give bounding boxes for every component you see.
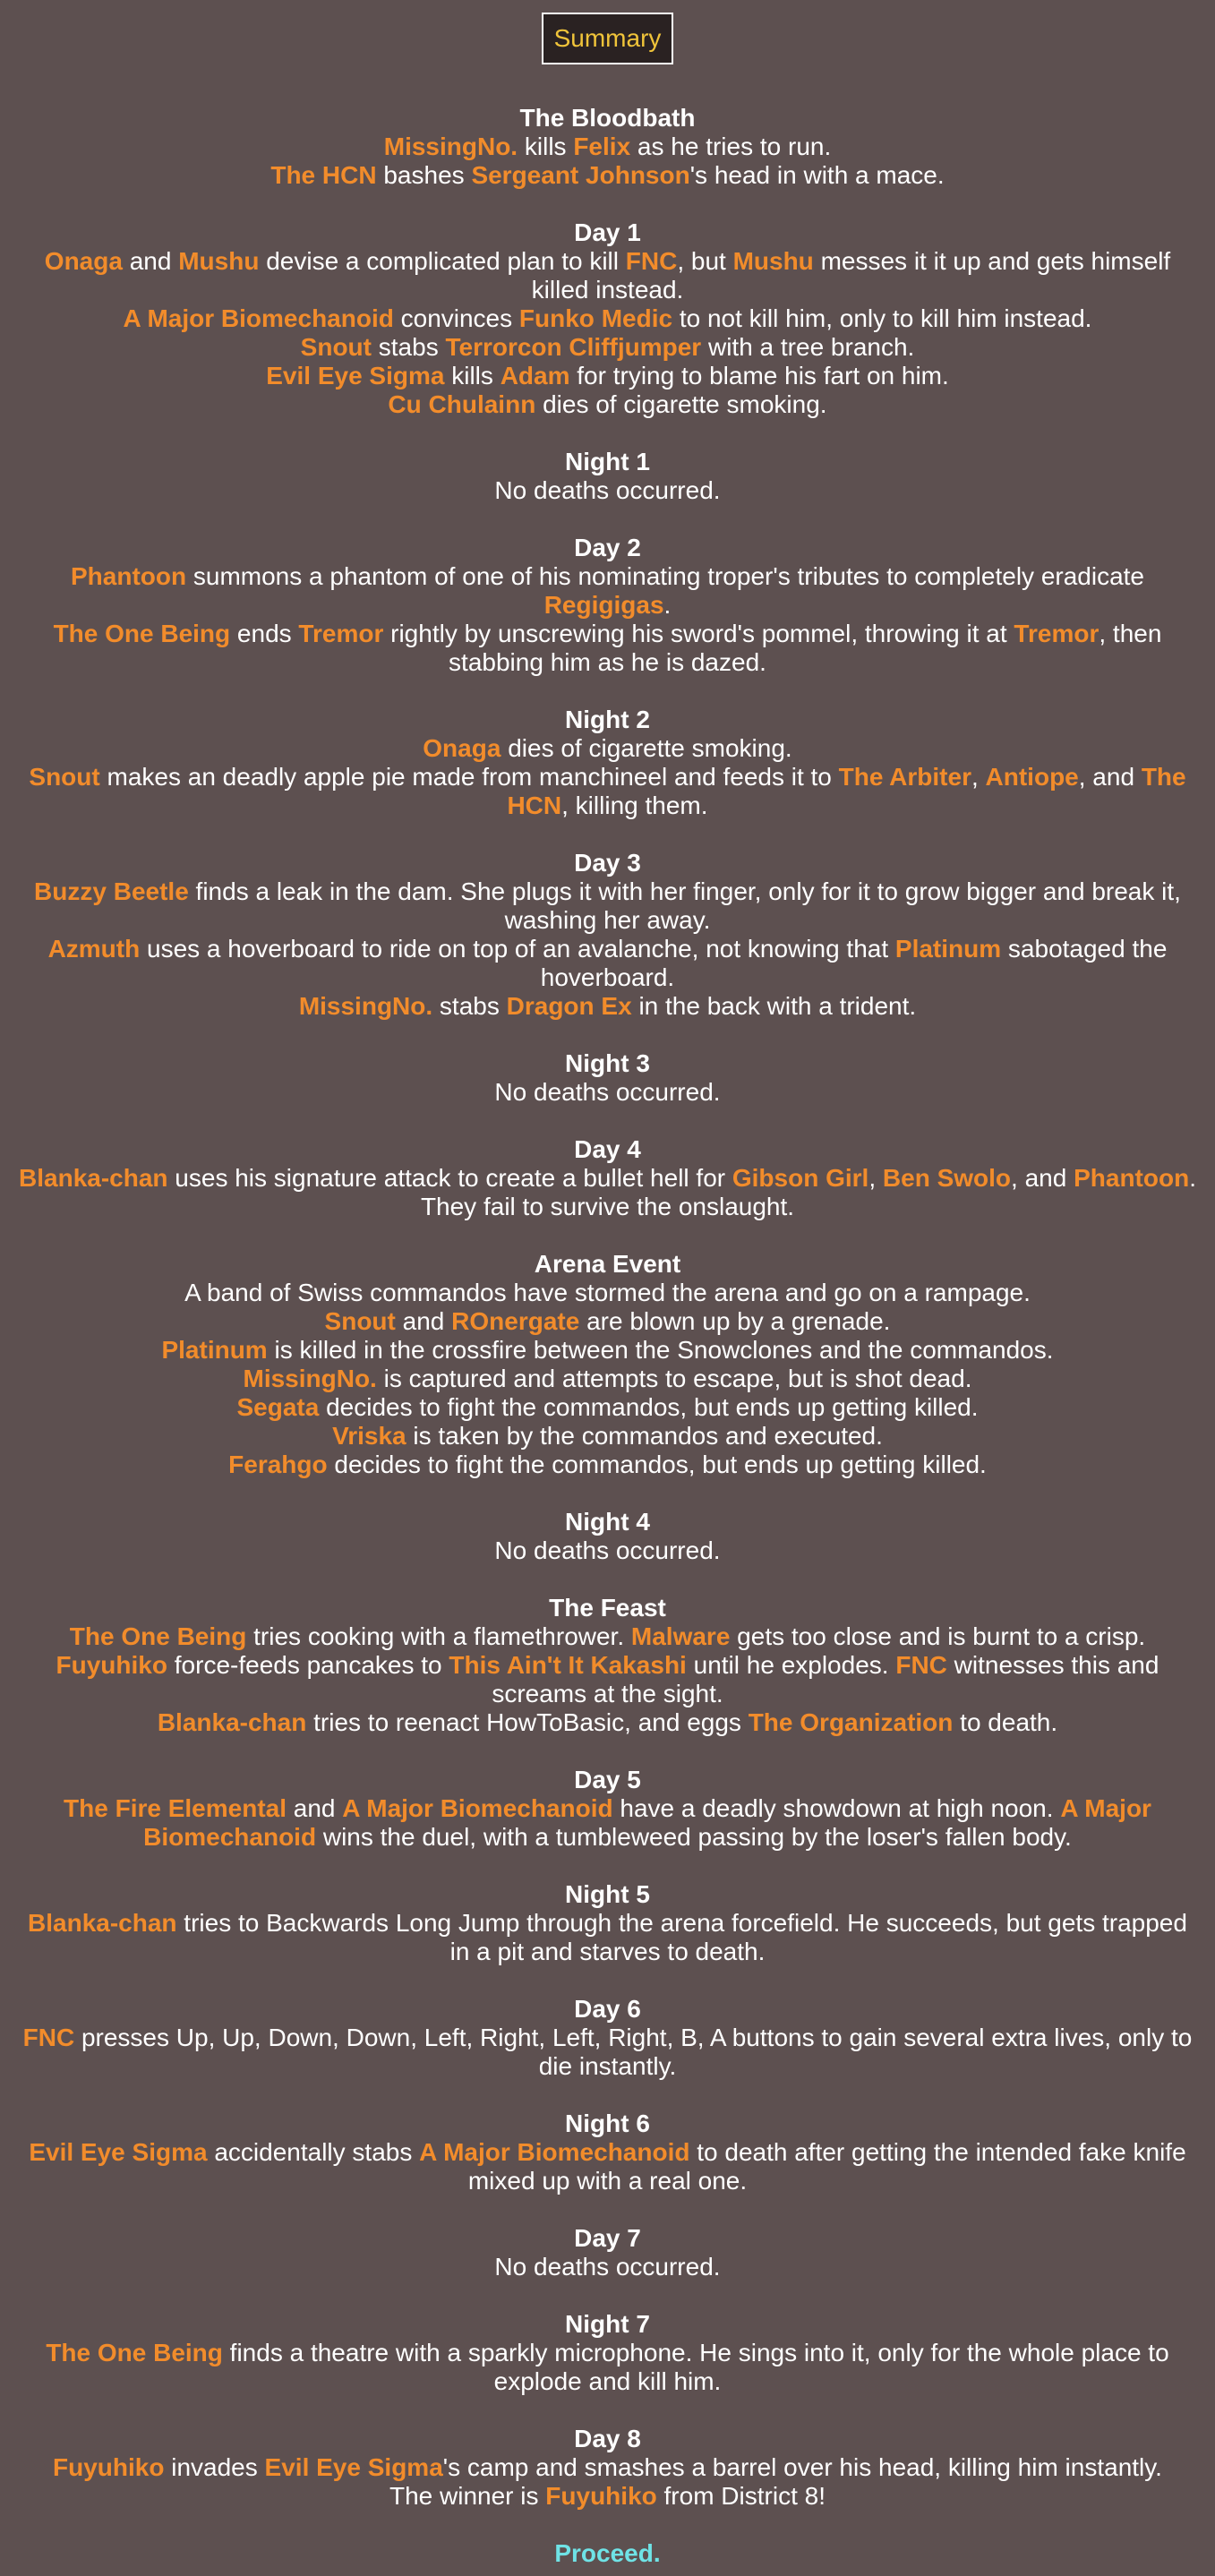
event-line	[16, 362, 1199, 390]
event-text: force-feeds pancakes to	[167, 1651, 449, 1679]
log-section	[16, 1135, 1199, 1221]
event-text: 's head in with a mace.	[689, 161, 945, 189]
log-section	[16, 849, 1199, 1021]
event-line	[16, 247, 1199, 304]
event-text: and	[395, 1307, 452, 1335]
tribute-name: Snout	[300, 333, 372, 361]
tribute-name: Ben Swolo	[882, 1164, 1012, 1192]
event-line	[16, 333, 1199, 362]
tribute-name: Dragon Ex	[506, 992, 632, 1020]
event-text: finds a leak in the dam. She plugs it with her finger, only for it to grow bigger and break it, washing her away.	[188, 877, 1181, 934]
event-line	[16, 1708, 1199, 1737]
event-text: stabs	[432, 992, 507, 1020]
log-section	[16, 1049, 1199, 1107]
event-text: decides to fight the commandos, but ends up getting killed.	[327, 1451, 987, 1478]
event-line	[16, 877, 1199, 935]
tribute-name: Platinum	[894, 935, 1002, 963]
tribute-name: MissingNo.	[243, 1365, 377, 1392]
tribute-name: MissingNo.	[298, 992, 433, 1020]
event-text: are blown up by a grenade.	[579, 1307, 891, 1335]
section-title: The Feast	[549, 1594, 666, 1622]
summary-button[interactable]: Summary	[542, 13, 674, 64]
tribute-name: Onaga	[423, 734, 501, 762]
tribute-name: Sergeant Johnson	[471, 161, 690, 189]
event-line	[16, 763, 1199, 820]
tribute-name: Fuyuhiko	[53, 2453, 165, 2481]
tribute-name: Azmuth	[47, 935, 141, 963]
event-text: dies of cigarette smoking.	[535, 390, 827, 418]
event-text: A band of Swiss commandos have stormed the arena and go on a rampage.	[184, 1279, 1031, 1306]
event-text: dies of cigarette smoking.	[501, 734, 792, 762]
log-section	[16, 534, 1199, 677]
event-text: devise a complicated plan to kill	[259, 247, 626, 275]
event-text: kills	[518, 133, 574, 160]
log-section	[16, 1766, 1199, 1852]
event-line	[16, 1164, 1199, 1221]
log-section	[16, 2310, 1199, 2396]
tribute-name: A Major Biomechanoid	[419, 2138, 690, 2166]
section-title: Night 1	[565, 448, 650, 475]
tribute-name: Terrorcon Cliffjumper	[445, 333, 702, 361]
event-line	[16, 161, 1199, 190]
log-section	[16, 2110, 1199, 2195]
tribute-name: Phantoon	[71, 562, 187, 590]
log-section	[16, 1594, 1199, 1737]
event-line	[16, 1365, 1199, 1393]
section-title: Night 2	[565, 706, 650, 733]
event-line	[16, 1078, 1199, 1107]
log-section	[16, 448, 1199, 505]
event-text: accidentally stabs	[207, 2138, 420, 2166]
event-text: finds a theatre with a sparkly microphone. He sings into it, only for the whole place to explode and kill him.	[222, 2339, 1169, 2395]
tribute-name: Cu Chulainn	[388, 390, 536, 418]
event-line	[16, 992, 1199, 1021]
event-text: decides to fight the commandos, but ends up getting killed.	[319, 1393, 979, 1421]
tribute-name: A Major Biomechanoid	[123, 304, 394, 332]
event-line	[16, 1622, 1199, 1651]
event-text: , and	[1078, 763, 1142, 791]
event-text: gets too close and is burnt to a crisp.	[730, 1622, 1146, 1650]
tribute-name: ROnergate	[451, 1307, 580, 1335]
event-line	[16, 1794, 1199, 1852]
tribute-name: The HCN	[507, 763, 1186, 819]
event-line	[16, 2024, 1199, 2081]
section-title: Day 1	[574, 218, 641, 246]
event-text: messes it it up and gets himself killed instead.	[531, 247, 1171, 304]
event-text: to death after getting the intended fake knife mixed up with a real one.	[467, 2138, 1186, 2195]
tribute-name: Mushu	[178, 247, 260, 275]
event-text: . They fail to survive the onslaught.	[420, 1164, 1196, 1220]
log-section	[16, 104, 1199, 190]
event-line	[16, 1651, 1199, 1708]
event-text: and	[122, 247, 179, 275]
event-text: 's camp and smashes a barrel over his head, killing him instantly.	[442, 2453, 1162, 2481]
event-line	[16, 935, 1199, 992]
log-section	[16, 2224, 1199, 2281]
section-title: Night 7	[565, 2310, 650, 2338]
event-line	[16, 133, 1199, 161]
event-text: .	[663, 591, 672, 619]
tribute-name: Snout	[324, 1307, 396, 1335]
tribute-name: Phantoon	[1074, 1164, 1190, 1192]
tribute-name: Platinum	[161, 1336, 268, 1364]
event-line	[16, 1909, 1199, 1966]
section-title: Day 6	[574, 1995, 641, 2023]
event-text: wins the duel, with a tumbleweed passing by the loser's fallen body.	[316, 1823, 1072, 1851]
event-text: tries to reenact HowToBasic, and eggs	[306, 1708, 749, 1736]
event-text: bashes	[376, 161, 472, 189]
tribute-name: Regigigas	[543, 591, 664, 619]
event-text: tries cooking with a flamethrower.	[246, 1622, 631, 1650]
event-line	[16, 2138, 1199, 2195]
tribute-name: The One Being	[46, 2339, 223, 2366]
section-title: Day 3	[574, 849, 641, 877]
tribute-name: Gibson Girl	[732, 1164, 869, 1192]
event-line	[16, 1336, 1199, 1365]
event-text: in the back with a trident.	[631, 992, 917, 1020]
event-text: kills	[444, 362, 501, 389]
event-text: summons a phantom of one of his nominating troper's tributes to completely eradicate	[186, 562, 1144, 590]
event-text: to death.	[953, 1708, 1058, 1736]
tribute-name: Fuyuhiko	[545, 2482, 657, 2510]
section-title: Night 6	[565, 2110, 650, 2137]
tribute-name: Adam	[500, 362, 570, 389]
event-text: , but	[677, 247, 733, 275]
event-text: ends	[230, 620, 299, 647]
log-section	[16, 1880, 1199, 1966]
tribute-name: Fuyuhiko	[56, 1651, 167, 1679]
tribute-name: Tremor	[298, 620, 384, 647]
section-title: Night 4	[565, 1508, 650, 1536]
tribute-name: FNC	[22, 2024, 75, 2051]
section-title: Arena Event	[534, 1250, 681, 1278]
event-text: rightly by unscrewing his sword's pommel, throwing it at	[383, 620, 1014, 647]
log-section	[16, 2425, 1199, 2511]
event-text: No deaths occurred.	[494, 1078, 721, 1106]
section-title: Day 7	[574, 2224, 641, 2252]
event-text: No deaths occurred.	[494, 1536, 721, 1564]
log-section	[16, 706, 1199, 820]
tribute-name: Malware	[630, 1622, 731, 1650]
tribute-name: Vriska	[332, 1422, 406, 1450]
tribute-name: Blanka-chan	[157, 1708, 307, 1736]
tribute-name: The Fire Elemental	[64, 1794, 287, 1822]
tribute-name: The Organization	[748, 1708, 954, 1736]
section-title: The Bloodbath	[519, 104, 696, 132]
tribute-name: A Major Biomechanoid	[143, 1794, 1151, 1851]
event-line	[16, 1279, 1199, 1307]
event-text: with a tree branch.	[701, 333, 915, 361]
event-line	[16, 476, 1199, 505]
event-text: as he tries to run.	[630, 133, 832, 160]
event-text: from District 8!	[656, 2482, 826, 2510]
event-text: makes an deadly apple pie made from manchineel and feeds it to	[99, 763, 839, 791]
tribute-name: Snout	[29, 763, 100, 791]
proceed-link[interactable]: Proceed.	[554, 2539, 661, 2567]
event-text: to not kill him, only to kill him instead.	[672, 304, 1092, 332]
tribute-name: Mushu	[732, 247, 814, 275]
event-text: uses his signature attack to create a bullet hell for	[167, 1164, 732, 1192]
event-line	[16, 734, 1199, 763]
event-text: uses a hoverboard to ride on top of an avalanche, not knowing that	[140, 935, 895, 963]
tribute-name: Evil Eye Sigma	[264, 2453, 443, 2481]
event-text: , and	[1011, 1164, 1074, 1192]
section-title: Day 2	[574, 534, 641, 561]
section-title: Day 4	[574, 1135, 641, 1163]
event-line	[16, 1307, 1199, 1336]
event-line	[16, 1422, 1199, 1451]
header	[0, 0, 1215, 64]
event-line	[16, 2339, 1199, 2396]
tribute-name: Felix	[573, 133, 631, 160]
event-text: ,	[868, 1164, 883, 1192]
event-text: is killed in the crossfire between the Snowclones and the commandos.	[267, 1336, 1054, 1364]
tribute-name: A Major Biomechanoid	[342, 1794, 613, 1822]
event-text: stabs	[371, 333, 446, 361]
event-text: , then stabbing him as he is dazed.	[449, 620, 1162, 676]
event-line	[16, 304, 1199, 333]
log-section	[16, 1250, 1199, 1479]
event-line	[16, 2453, 1199, 2482]
event-text: and	[287, 1794, 343, 1822]
event-line	[16, 390, 1199, 419]
log-section	[16, 1995, 1199, 2081]
tribute-name: Evil Eye Sigma	[29, 2138, 208, 2166]
tribute-name: The One Being	[69, 1622, 247, 1650]
tribute-name: Funko Medic	[518, 304, 673, 332]
footer	[0, 2539, 1215, 2568]
event-line	[16, 562, 1199, 620]
log-section	[16, 1508, 1199, 1565]
event-line	[16, 2253, 1199, 2281]
tribute-name: Evil Eye Sigma	[266, 362, 445, 389]
event-line	[16, 1451, 1199, 1479]
tribute-name: MissingNo.	[383, 133, 518, 160]
tribute-name: This Ain't It Kakashi	[449, 1651, 687, 1679]
event-text: for trying to blame his fart on him.	[569, 362, 949, 389]
event-text: No deaths occurred.	[494, 2253, 721, 2281]
tribute-name: Ferahgo	[228, 1451, 328, 1478]
tribute-name: Tremor	[1014, 620, 1099, 647]
event-text: is taken by the commandos and executed.	[406, 1422, 883, 1450]
tribute-name: The Arbiter	[838, 763, 971, 791]
event-text: ,	[971, 763, 986, 791]
tribute-name: Blanka-chan	[28, 1909, 177, 1937]
tribute-name: Blanka-chan	[19, 1164, 168, 1192]
event-text: is captured and attempts to escape, but is shot dead.	[376, 1365, 972, 1392]
event-text: presses Up, Up, Down, Down, Left, Right, Left, Right, B, A buttons to gain several extra lives, only to die instantly.	[74, 2024, 1193, 2080]
tribute-name: Buzzy Beetle	[34, 877, 189, 905]
tribute-name: Segata	[236, 1393, 320, 1421]
event-text: No deaths occurred.	[494, 476, 721, 504]
event-text: have a deadly showdown at high noon.	[612, 1794, 1061, 1822]
event-line	[16, 1536, 1199, 1565]
event-line	[16, 1393, 1199, 1422]
event-line	[16, 2482, 1199, 2511]
event-text: invades	[164, 2453, 265, 2481]
event-text: convinces	[393, 304, 519, 332]
event-text: until he explodes.	[686, 1651, 896, 1679]
tribute-name: FNC	[895, 1651, 947, 1679]
section-title: Day 5	[574, 1766, 641, 1793]
section-title: Night 3	[565, 1049, 650, 1077]
section-title: Night 5	[565, 1880, 650, 1908]
tribute-name: Onaga	[44, 247, 123, 275]
event-text: The winner is	[389, 2482, 546, 2510]
event-log	[0, 104, 1215, 2511]
event-text: witnesses this and screams at the sight.	[492, 1651, 1159, 1707]
tribute-name: The One Being	[53, 620, 231, 647]
tribute-name: FNC	[625, 247, 678, 275]
tribute-name: Antiope	[985, 763, 1079, 791]
event-text: , killing them.	[561, 792, 708, 819]
tribute-name: The HCN	[270, 161, 377, 189]
event-line	[16, 620, 1199, 677]
log-section	[16, 218, 1199, 419]
section-title: Day 8	[574, 2425, 641, 2452]
event-text: tries to Backwards Long Jump through the arena forcefield. He succeeds, but gets trapped in a pit and starves to death.	[176, 1909, 1187, 1965]
event-text: sabotaged the hoverboard.	[540, 935, 1168, 991]
